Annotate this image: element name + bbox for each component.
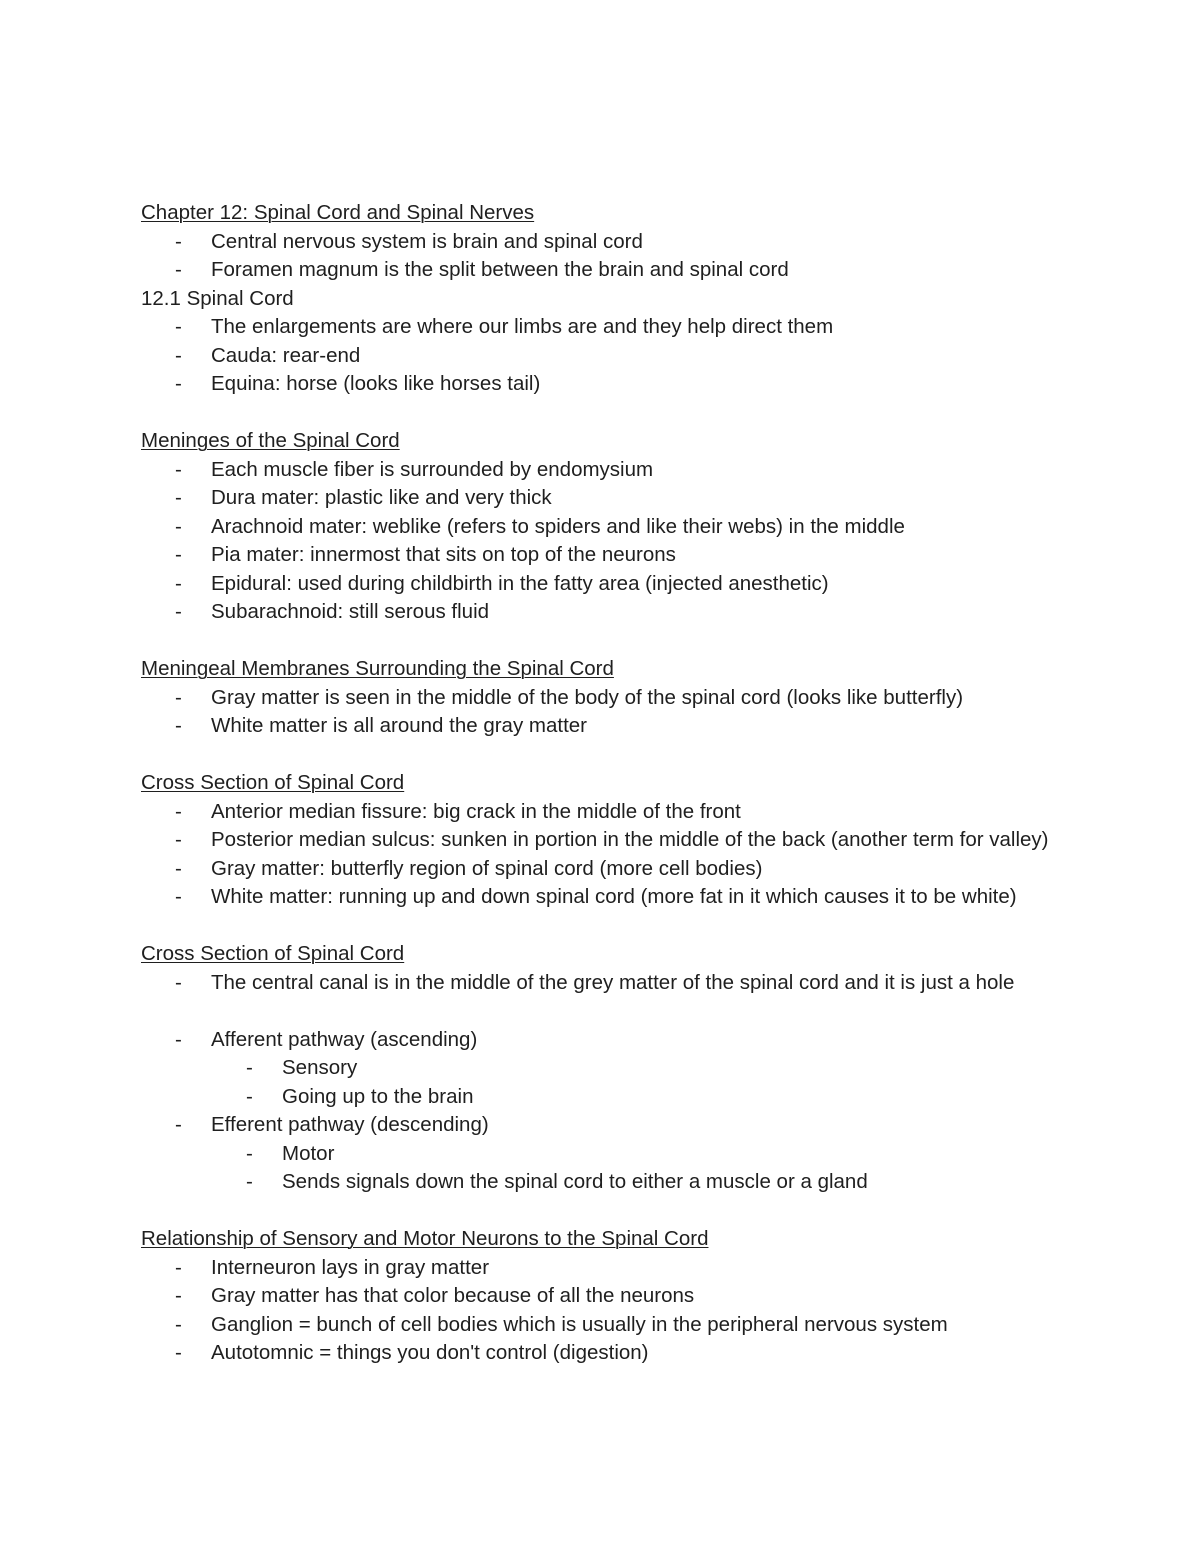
list-item: - Posterior median sulcus: sunken in portion in the middle of the back (another term for valley) [141,826,1101,855]
section-heading: Meningeal Membranes Surrounding the Spinal Cord [141,657,614,680]
section-chapter-12 [141,199,1101,285]
list-item: - The central canal is in the middle of the grey matter of the spinal cord and it is just a hole [141,969,1101,998]
sub-list-item: - Going up to the brain [211,1083,1101,1112]
bullet-list [141,228,1101,285]
bullet-list [141,969,1101,998]
sub-list-item: - Sensory [211,1054,1101,1083]
list-item: - Gray matter has that color because of all the neurons [141,1282,1101,1311]
pathway-list [141,1026,1101,1197]
list-item: - Cauda: rear-end [141,342,1101,371]
document-body [141,199,1101,1368]
section-heading: 12.1 Spinal Cord [141,286,294,310]
section-heading: Chapter 12: Spinal Cord and Spinal Nerves [141,201,535,224]
list-item: - Gray matter: butterfly region of spinal cord (more cell bodies) [141,855,1101,884]
sub-list-item: - Motor [211,1140,1101,1169]
list-item: - White matter: running up and down spinal cord (more fat in it which causes it to be white) [141,883,1101,912]
sub-list-item: - Sends signals down the spinal cord to either a muscle or a gland [211,1168,1101,1197]
section-cross-section-1 [141,769,1101,912]
list-item: - Foramen magnum is the split between the brain and spinal cord [141,256,1101,285]
list-item-pathway [141,1111,1101,1197]
pathway-label: Efferent pathway (descending) [211,1113,489,1136]
list-item: - Interneuron lays in gray matter [141,1254,1101,1283]
list-item: - Arachnoid mater: weblike (refers to spiders and like their webs) in the middle [141,513,1101,542]
list-item-pathway [141,1026,1101,1112]
list-item: - Pia mater: innermost that sits on top of the neurons [141,541,1101,570]
section-heading: Relationship of Sensory and Motor Neurons to the Spinal Cord [141,1227,709,1250]
section-heading: Cross Section of Spinal Cord [141,942,405,965]
section-12-1-spinal-cord [141,285,1101,399]
section-sensory-motor-neurons [141,1225,1101,1368]
sub-bullet-list [211,1054,1101,1111]
list-item: - Anterior median fissure: big crack in the middle of the front [141,798,1101,827]
section-heading: Meninges of the Spinal Cord [141,429,400,452]
list-item: - Gray matter is seen in the middle of the body of the spinal cord (looks like butterfly) [141,684,1101,713]
pathway-label: Afferent pathway (ascending) [211,1027,478,1051]
bullet-list [141,684,1101,741]
list-item: - Central nervous system is brain and spinal cord [141,228,1101,257]
bullet-list [141,1254,1101,1368]
list-item: - Equina: horse (looks like horses tail) [141,370,1101,399]
list-item: - The enlargements are where our limbs are and they help direct them [141,313,1101,342]
list-item: - White matter is all around the gray matter [141,712,1101,741]
list-item: - Subarachnoid: still serous fluid [141,598,1101,627]
section-cross-section-2 [141,940,1101,1197]
section-meninges [141,427,1101,627]
section-heading: Cross Section of Spinal Cord [141,771,405,794]
bullet-list [141,456,1101,627]
bullet-list [141,798,1101,912]
list-item: - Autotomnic = things you don't control (digestion) [141,1339,1101,1368]
list-item: - Epidural: used during childbirth in the fatty area (injected anesthetic) [141,570,1101,599]
section-meningeal-membranes [141,655,1101,741]
list-item: - Ganglion = bunch of cell bodies which is usually in the peripheral nervous system [141,1311,1101,1340]
list-item: - Each muscle fiber is surrounded by endomysium [141,456,1101,485]
sub-bullet-list [211,1140,1101,1197]
list-item: - Dura mater: plastic like and very thick [141,484,1101,513]
blank-line [141,997,1101,1026]
bullet-list [141,313,1101,399]
